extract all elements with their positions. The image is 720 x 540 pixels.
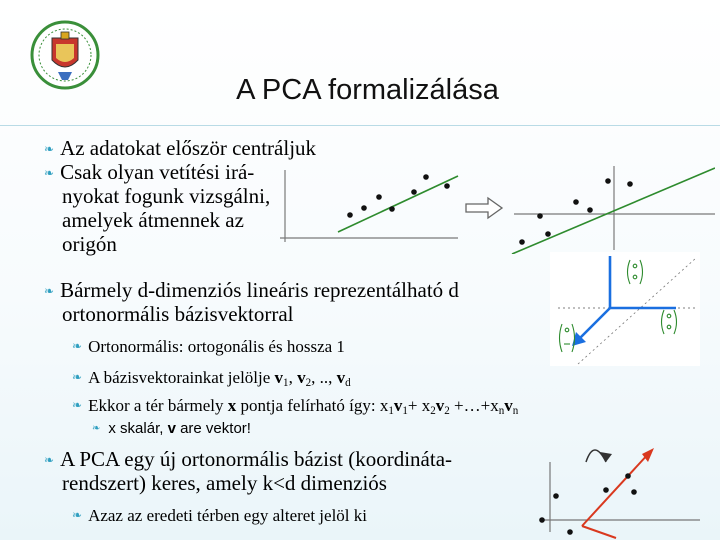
new-basis-figure [530,432,710,540]
bullet-projection: ❧ Csak olyan vetítési irá- [44,160,255,184]
data-points [347,174,450,218]
bullet-icon: ❧ [72,339,83,353]
sub-bullet-orthonormal: ❧ Ortonormális: ortogonális és hossza 1 [72,337,345,356]
bullet-projection-line2: nyokat fogunk vizsgálni, [62,184,271,208]
bullet-icon: ❧ [44,453,55,467]
bullet-pca-basis-line2: rendszert) keres, amely k<d dimenziós [62,471,387,495]
sub-bullet-linear-combination: ❧ Ekkor a tér bármely x pontja felírható így: $x_1v_1+ x_2v_2$ $+\dots+x_nv_n$ [72,396,519,417]
scatter-before-centering-figure [280,162,460,250]
new-axis-1 [582,452,650,526]
bullet-representation-line2: ortonormális bázisvektorral [62,302,294,326]
bullet-icon: ❧ [72,398,83,412]
bullet-icon: ❧ [72,508,83,522]
sub-bullet-basis-vectors: ❧ A bázisvektorainkat jelölje $v_1$, $v_2$, .., $v_d$ [72,368,351,389]
bullet-projection-line3: amelyek átmennek az [62,208,244,232]
basis-vectors-figure [550,252,700,366]
bullet-pca-basis: ❧ A PCA egy új ortonormális bázist (koordináta- [44,447,453,471]
slide-title: A PCA formalizálása [236,74,499,106]
bullet-projection-line4: origón [62,232,117,256]
transform-arrow-icon [464,196,504,220]
title-divider [0,125,720,126]
bullet-icon: ❧ [44,284,55,298]
sub-sub-bullet-scalar-vector: ❧ x skalár, v are vektor! [92,420,251,437]
sub-bullet-subspace: ❧ Azaz az eredeti térben egy alteret jelöl ki [72,506,367,525]
fit-line [338,176,458,232]
bullet-icon: ❧ [72,370,83,384]
bullet-centering: ❧ Az adatokat először centráljuk [44,136,317,160]
bullet-representation: ❧ Bármely d-dimenziós lineáris reprezentálható d [44,278,459,302]
bullet-icon: ❧ [44,142,55,156]
data-points [519,178,633,245]
bullet-icon: ❧ [44,166,55,180]
scatter-centered-figure [510,162,715,254]
new-axis-2 [582,526,616,538]
bullet-icon: ❧ [92,423,101,434]
